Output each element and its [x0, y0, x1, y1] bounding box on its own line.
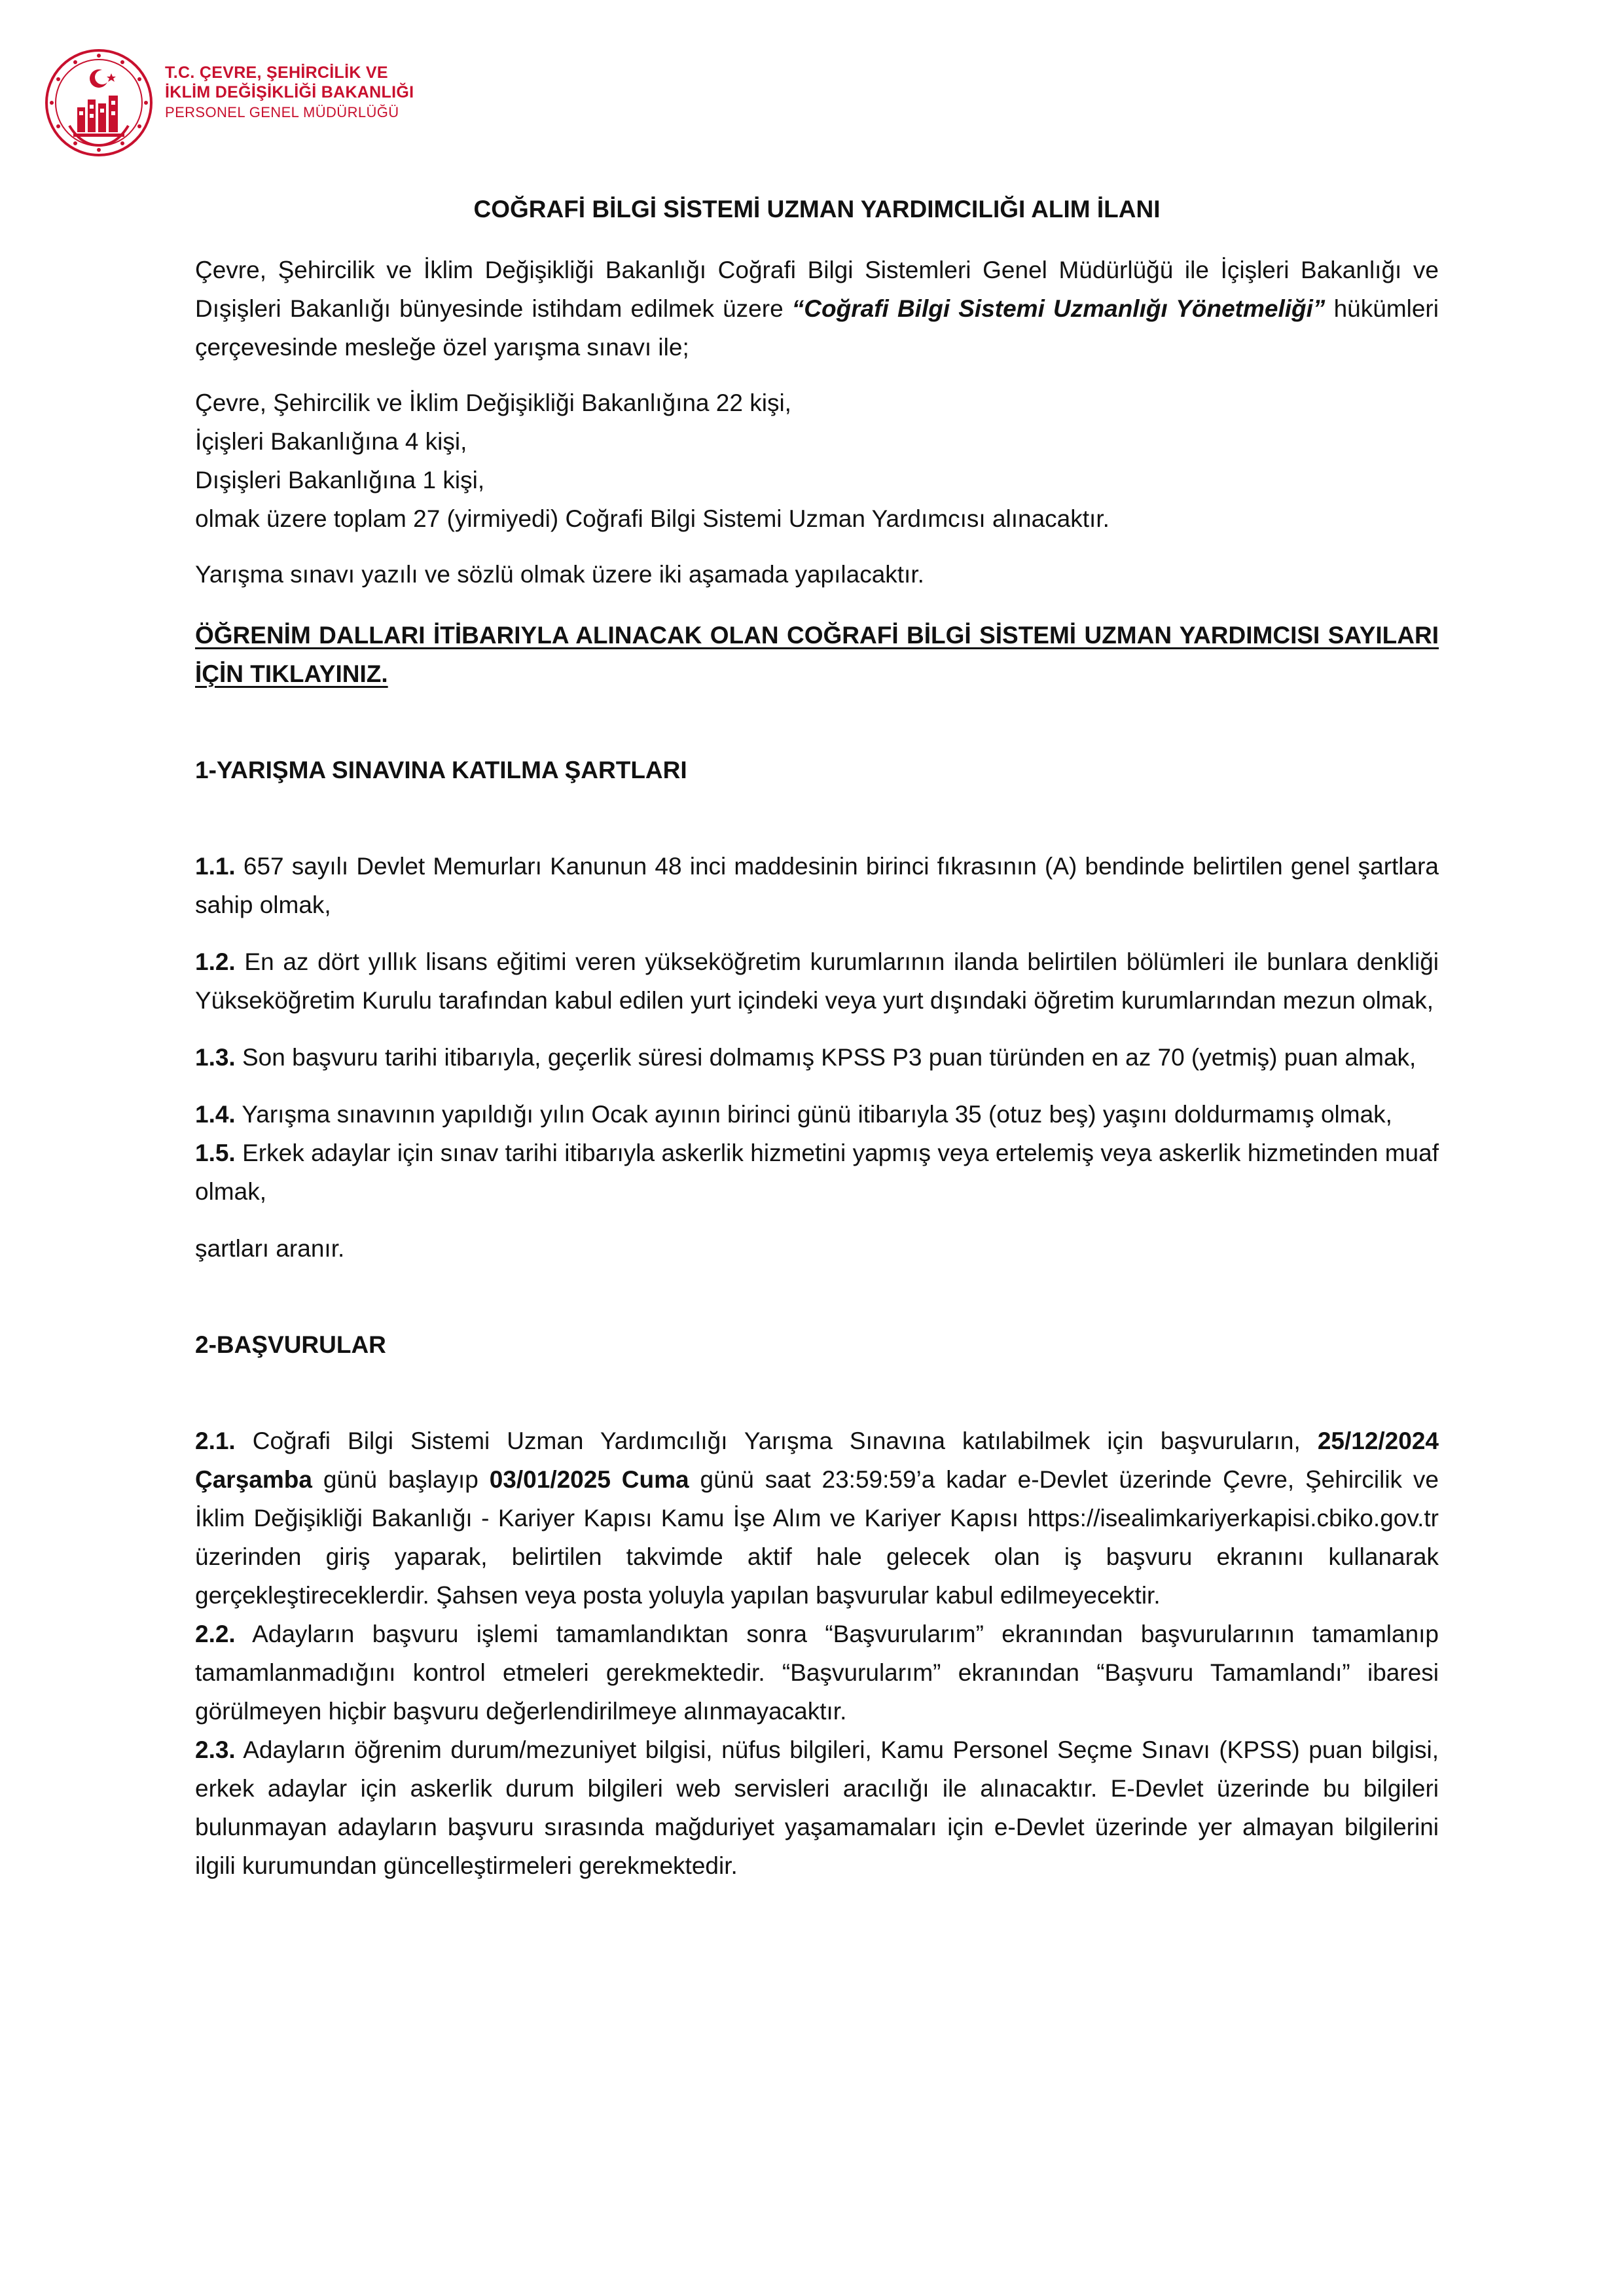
item-text: günü saat 23:59:59’a kadar e-Devlet üzerinde Çevre, Şehircilik ve İklim Değişikliği Bakanlığı - Kariyer Kapısı Kamu İşe Alım ve Kariyer Kapısı https://isealimkariyerkapisi.cbiko.gov.tr üzerinden giriş yaparak, belirtilen takvimde aktif hale gelecek olan iş başvuru ekranını kullanarak gerçekleştireceklerdir. Şahsen veya posta yoluyla yapılan başvurular kabul edilmeyecektir. — [195, 1466, 1439, 1609]
section-1-heading: 1-YARIŞMA SINAVINA KATILMA ŞARTLARI — [195, 757, 687, 783]
exam-note: Yarışma sınavı yazılı ve sözlü olmak üzere iki aşamada yapılacaktır. — [195, 561, 924, 588]
item-text: Adayların öğrenim durum/mezuniyet bilgisi, nüfus bilgileri, Kamu Personel Seçme Sınavı (KPSS) puan bilgisi, erkek adaylar için askerlik durum bilgileri web servisleri aracılığı ile alınacaktır. E-Devlet üzerinde bu bilgileri bulunmayan adayların başvuru sırasında mağduriyet yaşamamaları için e-Devlet üzerinde yer almayan bilgilerini ilgili kurumundan güncelleştirmeleri gerekmektedir. — [195, 1736, 1439, 1879]
item-number: 2.1. — [195, 1427, 236, 1454]
requirement-item — [195, 942, 1439, 1020]
requirements-closing: şartları aranır. — [195, 1235, 345, 1262]
intro-text-2: hükümleri çerçevesinde mesleğe özel yarışma sınavı ile; — [195, 295, 1439, 361]
org-line-2: İKLİM DEĞİŞİKLİĞİ BAKANLIĞI — [165, 83, 414, 101]
requirement-item — [195, 1038, 1439, 1077]
item-text: Yarışma sınavının yapıldığı yılın Ocak ayının birinci günü itibarıyla 35 (otuz beş) yaşını doldurmamış olmak, — [235, 1101, 1392, 1128]
quota-line: İçişleri Bakanlığına 4 kişi, — [195, 428, 467, 455]
quota-total: olmak üzere toplam 27 (yirmiyedi) Coğrafi Bilgi Sistemi Uzman Yardımcısı alınacaktır. — [195, 505, 1110, 532]
item-text: Coğrafi Bilgi Sistemi Uzman Yardımcılığı Yarışma Sınavına katılabilmek için başvuruların, — [235, 1427, 1318, 1454]
item-number: 1.1. — [195, 853, 236, 880]
start-date: 25/12/2024 Çarşamba — [195, 1427, 1439, 1493]
item-text: günü başlayıp — [312, 1466, 490, 1493]
org-line-1: T.C. ÇEVRE, ŞEHİRCİLİK VE — [165, 63, 388, 82]
intro-text-1: Çevre, Şehircilik ve İklim Değişikliği Bakanlığı Coğrafi Bilgi Sistemleri Genel Müdürlüğü ile İçişleri Bakanlığı ve Dışişleri Bakanlığı bünyesinde istihdam edilmek üzere — [195, 257, 1439, 322]
item-text: Son başvuru tarihi itibarıyla, geçerlik süresi dolmamış KPSS P3 puan türünden en az 70 (yetmiş) puan almak, — [235, 1044, 1416, 1071]
quota-line: Dışişleri Bakanlığına 1 kişi, — [195, 467, 485, 493]
application-item — [195, 1731, 1439, 1885]
org-line-3: PERSONEL GENEL MÜDÜRLÜĞÜ — [165, 104, 399, 120]
ministry-emblem-icon — [43, 47, 154, 158]
item-number: 2.3. — [195, 1736, 236, 1763]
application-item — [195, 1615, 1439, 1731]
positions-link-text[interactable]: ÖĞRENİM DALLARI İTİBARIYLA ALINACAK OLAN COĞRAFİ BİLGİ SİSTEMİ UZMAN YARDIMCISI SAYILARI İÇİN TIKLAYINIZ. — [195, 622, 1439, 687]
intro-paragraph — [195, 251, 1439, 367]
page-title: COĞRAFİ BİLGİ SİSTEMİ UZMAN YARDIMCILIĞI ALIM İLANI — [473, 196, 1161, 223]
item-number: 2.2. — [195, 1621, 236, 1647]
item-number: 1.4. — [195, 1101, 236, 1128]
application-item — [195, 1422, 1439, 1615]
document-body — [195, 190, 1439, 1885]
quota-line: Çevre, Şehircilik ve İklim Değişikliği Bakanlığına 22 kişi, — [195, 389, 791, 416]
item-text: 657 sayılı Devlet Memurları Kanunun 48 inci maddesinin birinci fıkrasının (A) bendinde belirtilen genel şartlara sahip olmak, — [195, 853, 1439, 918]
item-text: Erkek adaylar için sınav tarihi itibarıyla askerlik hizmetini yapmış veya ertelemiş veya askerlik hizmetinden muaf olmak, — [195, 1139, 1439, 1205]
section-2-heading: 2-BAŞVURULAR — [195, 1331, 386, 1358]
regulation-name: “Coğrafi Bilgi Sistemi Uzmanlığı Yönetmeliği” — [791, 295, 1326, 322]
item-text: Adayların başvuru işlemi tamamlandıktan sonra “Başvurularım” ekranından başvurularının tamamlanıp tamamlanmadığını kontrol etmeleri gerekmektedir. “Başvurularım” ekranından “Başvuru Tamamlandı” ibaresi görülmeyen hiçbir başvuru değerlendirilmeye alınmayacaktır. — [195, 1621, 1439, 1725]
requirement-item — [195, 1095, 1439, 1134]
requirement-item — [195, 1134, 1439, 1211]
requirement-item — [195, 847, 1439, 924]
organization-name — [165, 63, 414, 123]
item-number: 1.5. — [195, 1139, 236, 1166]
end-date: 03/01/2025 Cuma — [489, 1466, 689, 1493]
item-text: En az dört yıllık lisans eğitimi veren yükseköğretim kurumlarının ilanda belirtilen bölümleri ile bunlara denkliği Yükseköğretim Kurulu tarafından kabul edilen yurt içindeki veya yurt dışındaki öğretim kurumlarından mezun olmak, — [195, 948, 1439, 1014]
item-number: 1.2. — [195, 948, 236, 975]
quota-list — [195, 384, 1439, 538]
positions-link[interactable] — [195, 616, 1439, 693]
item-number: 1.3. — [195, 1044, 236, 1071]
